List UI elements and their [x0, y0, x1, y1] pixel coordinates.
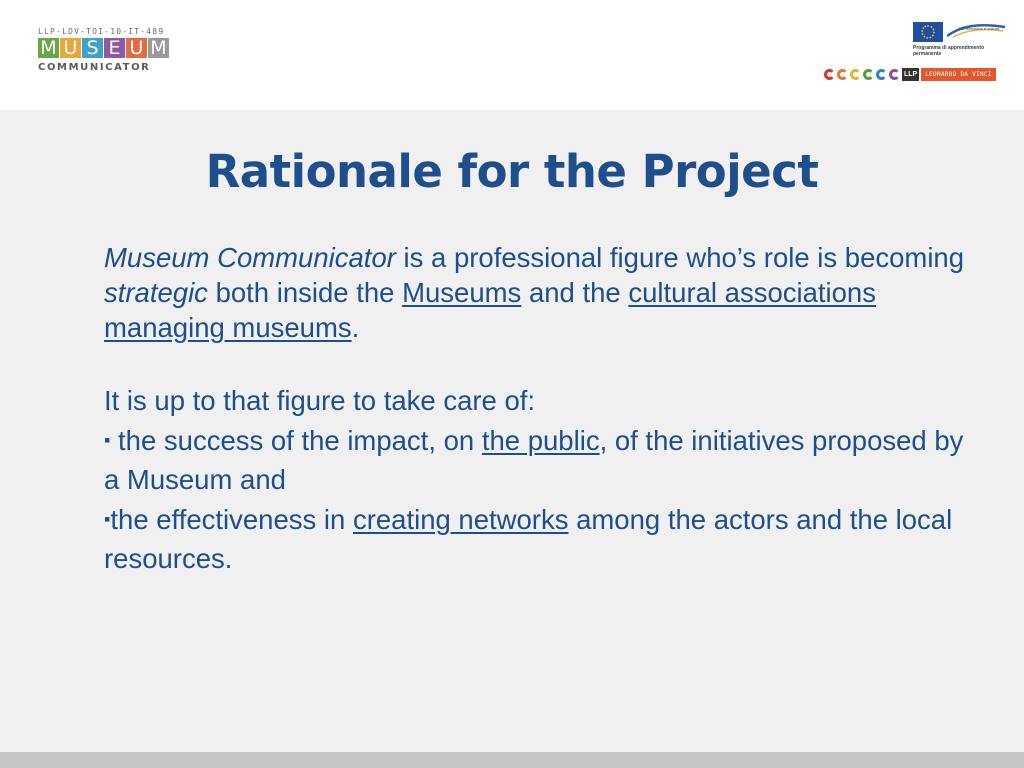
llp-spiral-icon — [850, 69, 861, 80]
llp-spiral-icon — [824, 69, 835, 80]
slide-bottom-bar — [0, 752, 1024, 768]
logo-letter: U — [60, 38, 81, 58]
leonardo-da-vinci-label: LEONARDO DA VINCI — [921, 68, 996, 81]
llp-spiral-icon — [889, 69, 900, 80]
creating-networks-link[interactable]: creating networks — [352, 504, 569, 535]
llp-spiral-icon — [863, 69, 874, 80]
bullet-item-networks: ▪the effectiveness in creating networks among the actors and the local resources. — [104, 504, 953, 574]
museums-link[interactable]: Museums — [402, 277, 522, 308]
eu-program-text: Programma di apprendimento permanente — [913, 45, 985, 57]
the-public-link[interactable]: the public — [481, 425, 600, 456]
llp-leonardo-logo — [824, 67, 996, 81]
bullet-square-icon: ▪ — [104, 509, 111, 529]
project-code: LLP-LDV-TOI-10-IT-489 — [38, 27, 165, 36]
museum-communicator-logo — [38, 27, 178, 79]
llp-spiral-icon — [876, 69, 887, 80]
responsibilities-intro: It is up to that figure to take care of: — [104, 385, 536, 416]
bullet-item-public-impact: ▪ the success of the impact, on the public, of the initiatives proposed by a Museum and — [104, 425, 964, 495]
llp-spiral-icon — [837, 69, 848, 80]
logo-letter: S — [82, 38, 103, 58]
logo-letter: E — [104, 38, 125, 58]
strategic-term: strategic — [104, 277, 208, 308]
logo-subtitle: COMMUNICATOR — [38, 62, 151, 73]
logo-letter: U — [126, 38, 147, 58]
logo-letter: M — [148, 38, 169, 58]
eu-programme-logo — [913, 22, 1013, 62]
bullet-square-icon: ▪ — [104, 430, 111, 450]
slide-title: Rationale for the Project — [205, 145, 819, 198]
slide-body — [104, 240, 974, 576]
museum-communicator-term: Museum Communicator — [104, 242, 396, 273]
llp-label: LLP — [902, 68, 919, 81]
intro-paragraph: Museum Communicator is a professional figure who’s role is becoming strategic both inside the Museums and the cultural associations managing museums. — [104, 242, 965, 343]
eu-flag-icon — [913, 22, 943, 42]
logo-wordmark — [38, 38, 170, 58]
cultural-associations-link[interactable]: cultural associations managing museums — [104, 277, 876, 343]
logo-letter: M — [38, 38, 59, 58]
eu-small-text: EU istruzione e cultura — [959, 26, 1000, 31]
